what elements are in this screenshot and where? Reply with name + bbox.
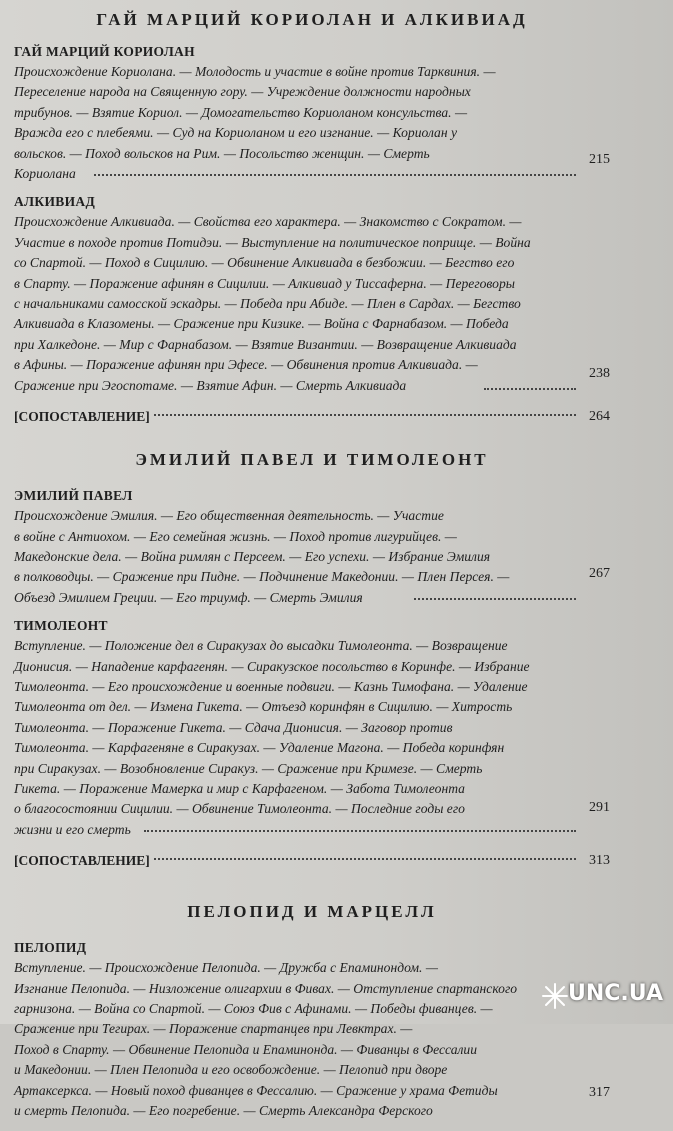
comparison-label: [СОПОСТАВЛЕНИЕ] bbox=[14, 409, 150, 425]
entry-line: Происхождение Алкивиада. — Свойства его характера. — Знакомство с Сократом. — bbox=[14, 214, 522, 230]
entry-line: Переселение народа на Священную гору. — Учреждение должности народных bbox=[14, 84, 471, 100]
entry-line: о благосостоянии Сицилии. — Обвинение Тимолеонта. — Последние годы его bbox=[14, 801, 465, 817]
entry-line: Вражда его с плебеями. — Суд на Кориоланом и его изгнание. — Кориолан у bbox=[14, 125, 458, 141]
entry-line: Изгнание Пелопида. — Низложение олигархии в Фивах. — Отступление спартанского bbox=[14, 980, 518, 996]
entry-line: Объезд Эмилием Греции. — Его триумф. — Смерть Эмилия bbox=[14, 589, 363, 605]
page-number: 267 bbox=[589, 565, 610, 581]
comparison-entry bbox=[14, 850, 610, 872]
entry-line: Македонские дела. — Война римлян с Персеем. — Его успехи. — Избрание Эмилия bbox=[14, 548, 491, 564]
entry-line: гарнизона. — Война со Спартой. — Союз Фив с Афинами. — Победы фиванцев. — bbox=[14, 1001, 493, 1016]
leader-dots bbox=[154, 858, 576, 860]
entry-line: трибунов. — Взятие Кориол. — Домогательство Кориоланом консульства. — bbox=[14, 104, 468, 120]
entry-line: Тимолеонта. — Его происхождение и военные подвиги. — Казнь Тимофана. — Удаление bbox=[14, 678, 528, 694]
section-aemilius-timoleon bbox=[14, 448, 610, 872]
entry-line: с начальниками самосской эскадры. — Победа при Абиде. — Плен в Сардах. — Бегство bbox=[14, 296, 521, 312]
entry-line: и смерть Пелопида. — Его погребение. — Смерть Александра Ферского bbox=[14, 1103, 433, 1119]
entry-line: Вступление. — Происхождение Пелопида. — Дружба с Епаминондом. — bbox=[14, 960, 438, 976]
section-title: ЭМИЛИЙ ПАВЕЛ И ТИМОЛЕОНТ bbox=[135, 450, 489, 470]
entry-line: Происхождение Кориолана. — Молодость и участие в войне против Тарквиния. — bbox=[14, 64, 496, 79]
entry-line: Сражение при Тегирах. — Поражение спартанцев при Левктрах. — bbox=[14, 1021, 413, 1037]
page-number: 215 bbox=[589, 152, 610, 168]
watermark-star-icon bbox=[541, 982, 569, 1010]
entry-line: Кориолана bbox=[14, 166, 76, 182]
entry-line: вольсков. — Поход вольсков на Рим. — Посольство женщин. — Смерть bbox=[14, 145, 430, 161]
entry-line: Артаксеркса. — Новый поход фиванцев в Фессалию. — Сражение у храма Фетиды bbox=[14, 1082, 498, 1098]
section-title: ГАЙ МАРЦИЙ КОРИОЛАН И АЛКИВИАД bbox=[96, 10, 528, 29]
entry-line: Участие в походе против Потидэи. — Выступление на политическое поприще. — Война bbox=[14, 234, 531, 250]
entry-line: со Спартой. — Поход в Сицилию. — Обвинение Алкивиада в безбожии. — Бегство его bbox=[14, 255, 515, 271]
entry-line: при Сиракузах. — Возобновление Сиракуз. — Сражение при Кримезе. — Смерть bbox=[14, 760, 483, 776]
entry-line: и Македонии. — Плен Пелопида и его освобождение. — Пелопид при дворе bbox=[14, 1062, 448, 1078]
page-number: 264 bbox=[589, 409, 610, 425]
leader-dots bbox=[94, 172, 576, 176]
subheading-coriolanus: ГАЙ МАРЦИЙ КОРИОЛАН bbox=[14, 44, 195, 59]
section-coriolanus-alcibiades bbox=[14, 8, 610, 428]
entry-line: Дионисия. — Нападение карфагенян. — Сиракузское посольство в Коринфе. — Избрание bbox=[14, 658, 530, 674]
entry-line: в Спарту. — Поражение афинян в Сицилии. — Алкивиад у Тиссаферна. — Переговоры bbox=[14, 275, 515, 291]
entry-aemilius bbox=[14, 506, 610, 608]
table-of-contents bbox=[14, 8, 610, 1131]
entry-line: в Афины. — Поражение афинян при Эфесе. — Обвинения против Алкивиада. — bbox=[14, 357, 478, 373]
entry-line: Тимолеонта от дел. — Измена Гикета. — Отъезд коринфян в Сицилию. — Хитрость bbox=[14, 699, 513, 715]
entry-line: Поход в Спарту. — Обвинение Пелопида и Епаминонда. — Фиванцы в Фессалии bbox=[14, 1041, 478, 1057]
subheading-aemilius: ЭМИЛИЙ ПАВЕЛ bbox=[14, 488, 133, 504]
comparison-entry bbox=[14, 406, 610, 428]
leader-dots bbox=[144, 828, 576, 832]
page-number: 238 bbox=[589, 365, 610, 381]
section-title: ПЕЛОПИД И МАРЦЕЛЛ bbox=[187, 902, 437, 922]
entry-pelopidas bbox=[14, 958, 610, 1121]
page-number: 291 bbox=[589, 799, 610, 815]
entry-line: Вступление. — Положение дел в Сиракузах до высадки Тимолеонта. — Возвращение bbox=[14, 638, 508, 654]
entry-timoleon bbox=[14, 636, 610, 840]
entry-line: при Халкедоне. — Мир с Фарнабазом. — Взятие Византии. — Возвращение Алкивиада bbox=[14, 336, 517, 352]
leader-dots bbox=[414, 596, 576, 600]
section-pelopidas-marcellus bbox=[14, 900, 610, 1121]
entry-line: Тимолеонта. — Карфагеняне в Сиракузах. — Удаление Магона. — Победа коринфян bbox=[14, 740, 505, 756]
watermark-logo: UNC.UA bbox=[568, 981, 663, 1006]
entry-line: Гикета. — Поражение Мамерка и мир с Карфагеном. — Забота Тимолеонта bbox=[14, 780, 465, 796]
entry-coriolanus bbox=[14, 62, 610, 184]
entry-line: Тимолеонта. — Поражение Гикета. — Сдача Дионисия. — Заговор против bbox=[14, 719, 453, 735]
subheading-alcibiades: АЛКИВИАД bbox=[14, 194, 96, 210]
page-number: 313 bbox=[589, 853, 610, 869]
comparison-label: [СОПОСТАВЛЕНИЕ] bbox=[14, 853, 150, 869]
entry-line: Алкивиада в Клазомены. — Сражение при Кизике. — Война с Фарнабазом. — Победа bbox=[14, 316, 509, 332]
entry-line: Сражение при Эгоспотаме. — Взятие Афин. — Смерть Алкивиада bbox=[14, 377, 407, 393]
entry-line: жизни и его смерть bbox=[14, 821, 131, 837]
leader-dots bbox=[484, 386, 576, 390]
entry-line: в полководцы. — Сражение при Пидне. — Подчинение Македонии. — Плен Персея. — bbox=[14, 569, 510, 585]
subheading-timoleon: ТИМОЛЕОНТ bbox=[14, 618, 108, 634]
subheading-pelopidas: ПЕЛОПИД bbox=[14, 940, 87, 956]
entry-line: Происхождение Эмилия. — Его общественная деятельность. — Участие bbox=[14, 508, 444, 524]
entry-line: в войне с Антиохом. — Его семейная жизнь. — Поход против лигурийцев. — bbox=[14, 528, 457, 544]
entry-alcibiades bbox=[14, 212, 610, 396]
leader-dots bbox=[154, 414, 576, 416]
page-number: 317 bbox=[589, 1085, 610, 1101]
